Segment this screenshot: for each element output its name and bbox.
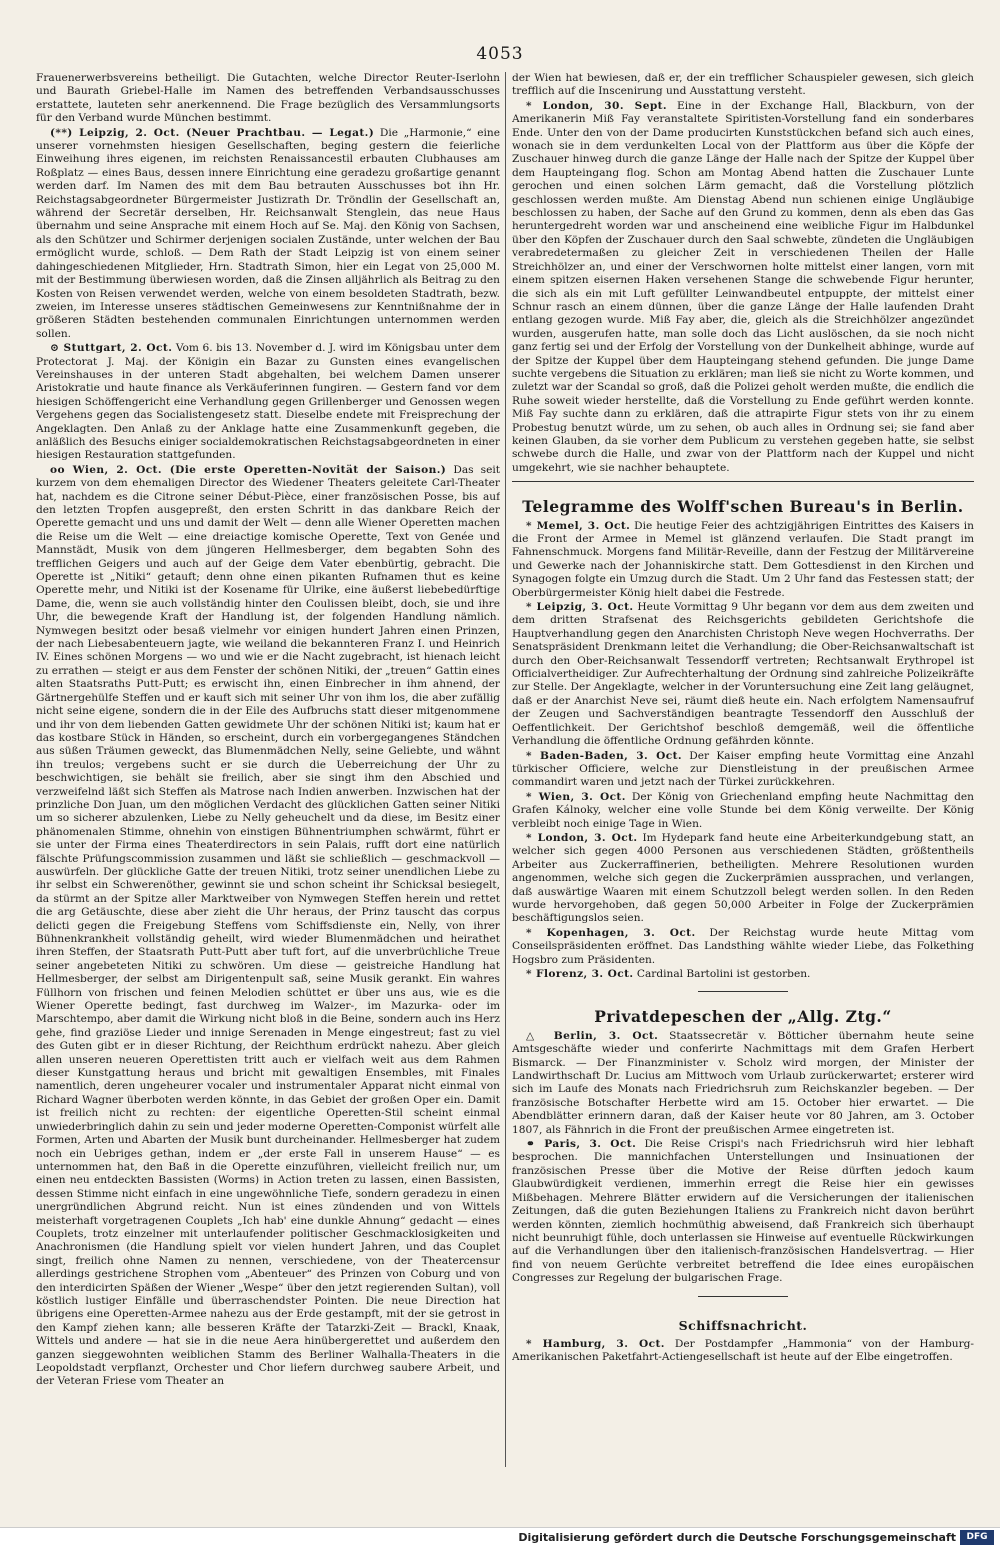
- dateline: * London, 3. Oct.: [526, 831, 638, 844]
- article-text: Der Postdampfer „Hammonia“ von der Hamburg-Amerikanischen Paketfahrt-Actiengesellschaft ist heute auf der Elbe eingetroffen.: [512, 1337, 974, 1364]
- telegram-item: [512, 601, 974, 748]
- right-column: [512, 72, 974, 1492]
- dateline: * Hamburg, 3. Oct.: [526, 1337, 665, 1350]
- article-text: Vom 6. bis 13. November d. J. wird im Königsbau unter dem Protectorat J. Maj. der Königin ein Bazar zu Gunsten eines evangelischen Vereinshauses in der unteren Stadt abgehalten, bei welchem Damen unserer Aristokratie und haute finance als Verkäuferinnen fungiren. — Gestern fand vor dem hiesigen Schöffengericht eine Verhandlung gegen Grillenberger und Genossen wegen Vergehens gegen das Socialistengesetz statt. Dieselbe endete mit Freisprechung der Angeklagten. Den Anlaß zu der Anklage hatte eine Zusammenkunft gegeben, die anläßlich des Besuchs einiger socialdemokratischen Reichstagsabgeordneten in einer hiesigen Restauration stattgefunden.: [36, 342, 500, 462]
- footer-bar: [0, 1527, 1000, 1548]
- article-text: der Wien hat bewiesen, daß er, der ein trefflicher Schauspieler gewesen, sich gleich trefflich auf die Inscenirung und Ausstattung versteht.: [512, 72, 974, 98]
- dateline: * Memel, 3. Oct.: [526, 519, 631, 532]
- dateline: (**) Leipzig, 2. Oct. (Neuer Prachtbau. — Legat.): [50, 126, 375, 139]
- dateline: oo Wien, 2. Oct. (Die erste Operetten-Novität der Saison.): [50, 463, 447, 476]
- article-text: Die Reise Crispi's nach Friedrichsruh wird hier lebhaft besprochen. Die mannichfachen Unterstellungen und Insinuationen der französischen Presse über die Motive der Reise dürften jedoch kaum Glaubwürdigkeit verdienen, immerhin erregt die Reise hier ein gewisses Mißbehagen. Mehrere Blätter erwidern auf die Versicherungen der italienischen Zeitungen, daß die guten Beziehungen Italiens zu Frankreich nicht davon berührt werden könnten, ziemlich hochmüthig abweisend, daß Frankreich sich überhaupt nicht beunruhigt fühle, doch unterlassen sie Hinweise auf eventuelle Rückwirkungen auf die Verhandlungen über den italienisch-französischen Handelsvertrag. — Hier find von neuem Gerüchte verbreitet betreffend die Idee eines europäischen Congresses zur Regelung der bulgarischen Frage.: [512, 1138, 974, 1285]
- article-text: Im Hydepark fand heute eine Arbeiterkundgebung statt, an welcher sich gegen 4000 Personen aus verschiedenen Städten, größtentheils Arbeiter aus Zuckerraffinerien, betheiligten. Mehrere Resolutionen wurden angenommen, welche sich gegen die Zuckerprämien aussprachen, und verlangen, daß auswärtige Waaren mit einem Schutzzoll belegt werden sollen. In den Reden wurde hervorgehoben, daß gegen 50,000 Arbeiter in Folge der Zuckerprämien beschäftigungslos seien.: [512, 831, 974, 925]
- telegram-item: [512, 791, 974, 831]
- telegram-item: [512, 832, 974, 926]
- article-text: Heute Vormittag 9 Uhr begann vor dem aus dem zweiten und dem dritten Strafsenat des Reichsgerichts gebildeten Gerichtshofe die Hauptverhandlung gegen den Anarchisten Christoph Neve wegen Hochverraths. Der Senatspräsident Drenkmann leitet die Verhandlung; die Ober-Reichsanwaltschaft ist durch den Ober-Reichsanwalt Tessendorff vertreten; Rechtsanwalt Erythropel ist Officialvertheidiger. Zur Aufrechterhaltung der Ordnung sind zahlreiche Polizeikräfte zur Stelle. Der Angeklagte, welcher in der Voruntersuchung eine Zeit lang geläugnet, daß er der Anarchist Neve sei, räumt dieß heute ein. Nach erfolgtem Namensaufruf der Zeugen und Sachverständigen beantragte Tessendorff den Ausschluß der Oeffentlichkeit. Der Gerichtshof beschloß demgemäß, weil die öffentliche Verhandlung die öffentliche Ordnung gefährden könnte.: [512, 601, 974, 748]
- article-text: Der Reichstag wurde heute Mittag vom Conseilspräsidenten eröffnet. Das Landsthing wählte wieder Liebe, das Folkething Hogsbro zum Präsidenten.: [512, 926, 974, 966]
- article-text: Die „Harmonie,“ eine unserer vornehmsten hiesigen Gesellschaften, beging gestern die feierliche Einweihung ihres eigenen, im reichsten Renaissancestil erbauten Clubhauses am Roßplatz — eines Baus, dessen innere Einrichtung eine geradezu großartige genannt werden darf. Im Namen des mit dem Bau betrauten Ausschusses bot ihn Hr. Reichstagsabgeordneter Bürgermeister Justizrath Dr. Tröndlin der Gesellschaft an, während der Secretär derselben, Hr. Reichsanwalt Stenglein, das neue Haus übernahm und seine Ansprache mit einem Hoch auf Se. Maj. den König von Sachsen, als den Schützer und Schirmer derjenigen socialen Zustände, unter welchen der Bau ermöglicht wurde, schloß. — Dem Rath der Stadt Leipzig ist von einem seiner dahingeschiedenen Mitglieder, Hrn. Stadtrath Simon, hier ein Legat von 25,000 M. mit der Bestimmung überwiesen worden, daß die Zinsen alljährlich als Beitrag zu den Kosten von Reisen verwendet werden, welche von einem besoldeten Stadtrath, bezw. zweien, im Interesse unseres städtischen Gemeinwesens zur Kenntnißnahme der in größeren Städten bestehenden communalen Einrichtungen unternommen werden sollen.: [36, 126, 500, 340]
- dispatch-item: [512, 1030, 974, 1137]
- column-divider: [505, 72, 506, 1467]
- dateline: ⊙ Stuttgart, 2. Oct.: [50, 342, 173, 355]
- article-text: Eine in der Exchange Hall, Blackburn, von der Amerikanerin Miß Fay veranstaltete Spiritisten-Vorstellung fand ein sonderbares Ende. Unter den von der Dame producirten Kunststückchen befand sich auch eines, wonach sie in dem verdunkelten Local von der Plattform aus über die Köpfe der Zuschauer hinweg durch die ganze Länge der Halle nach der Spitze der Kuppel über dem Haupteingang flog. Schon am Montag Abend hatten die Zuschauer Lunte gerochen und einen solchen Lärm gemacht, daß die Vorstellung plötzlich geschlossen werden mußte. Am Dienstag Abend nun schienen einige Ungläubige beschlossen zu haben, der Sache auf den Grund zu kommen, denn als eben das Gas heruntergedreht worden war und anscheinend eine weibliche Figur im Halbdunkel über den Köpfen der Zuschauer durch den Saal schwebte, zündeten die Ungläubigen verabredetermaßen zu gleicher Zeit in verschiedenen Theilen der Halle Streichhölzer an, und einer der Verschwornen holte mittelst einer langen, vorn mit einem spitzen eisernen Haken versehenen Stange die schwebende Figur herunter, die sich als ein mit Luft gefüllter Leinwandbeutel entpuppte, der mittelst einer Schnur rasch an einem dünnen, über die ganze Länge der Halle laufenden Draht entlang gezogen wurde. Miß Fay aber, die, gleich als die Streichhölzer angezündet wurden, ausgerufen hatte, man solle doch das Licht auslöschen, da sie noch nicht ganz fertig sei und der Erfolg der Vorstellung von der Dunkelheit abhinge, wurde auf der Spitze der Kuppel über dem Haupteingang stehend gefunden. Die junge Dame suchte vergebens die Situation zu erklären; man ließ sie nicht zu Worte kommen, und zuletzt war der Scandal so groß, daß die Polizei geholt werden mußte, die endlich die Ruhe soweit wieder herstellte, daß die Vorstellung zu Ende geführt werden konnte. Miß Fay suchte dann zu erklären, daß die attrapirte Figur stets von ihr zu einem Probestug benutzt würde, um zu sehen, ob auch alles in Ordnung sei; sie fand aber keinen Glauben, da sie vorher dem Publicum zu verstehen gegeben hatte, sie selbst schwebe durch die Halle, und zwar von der Plattform nach der Kuppel und nicht umgekehrt, wie sie nachher behauptete.: [512, 99, 974, 474]
- section-heading-private-dispatches: Privatdepeschen der „Allg. Ztg.“: [594, 1007, 892, 1027]
- article-text: Cardinal Bartolini ist gestorben.: [636, 968, 811, 980]
- left-column: [36, 72, 500, 1492]
- dateline: ⚭ Paris, 3. Oct.: [526, 1138, 637, 1151]
- ship-news-item: [512, 1338, 974, 1365]
- dateline: △ Berlin, 3. Oct.: [526, 1029, 659, 1042]
- article-paragraph: [36, 342, 500, 463]
- article-text: Der Kaiser empfing heute Vormittag eine Anzahl türkischer Officiere, welche zur Dienstleistung in der preußischen Armee commandirt waren und jetzt nach der Türkei zurückkehren.: [512, 749, 974, 789]
- dateline: * Florenz, 3. Oct.: [526, 968, 634, 980]
- dateline: * Wien, 3. Oct.: [526, 790, 626, 803]
- dateline: * Baden-Baden, 3. Oct.: [526, 749, 682, 762]
- section-rule: [698, 1296, 788, 1297]
- article-text: Frauenerwerbsvereins betheiligt. Die Gutachten, welche Director Reuter-Iserlohn und Baurath Griebel-Halle im Namen des betreffenden Verbandsausschusses erstattete, lauteten sehr anerkennend. Die Frage bezüglich des Versammlungsorts für den Verband wurde München bestimmt.: [36, 72, 500, 125]
- telegram-item: [512, 927, 974, 967]
- article-paragraph: [36, 127, 500, 342]
- section-rule: [698, 991, 788, 992]
- dateline: * Leipzig, 3. Oct.: [526, 601, 634, 614]
- article-text: Der König von Griechenland empfing heute Nachmittag den Grafen Kálnoky, welcher eine volle Stunde bei dem König verweilte. Der König verbleibt noch einige Tage in Wien.: [512, 790, 974, 830]
- article-paragraph: [36, 72, 500, 126]
- telegram-item: [512, 520, 974, 600]
- article-text: Die heutige Feier des achtzigjährigen Eintrittes des Kaisers in die Front der Armee in Memel ist glänzend verlaufen. Die Stadt prangt im Fahnenschmuck. Morgens fand Militär-Reveille, dann der Festzug der Militärvereine und Gewerke nach der Johanniskirche statt. Dem Gottesdienst in den Kirchen und Synagogen folgte ein Umzug durch die Stadt. Um 2 Uhr fand das Festessen statt; der Oberbürgermeister König hielt dabei die Festrede.: [512, 519, 974, 599]
- telegram-item: [512, 750, 974, 790]
- footer-credit: Digitalisierung gefördert durch die Deutsche Forschungsgemeinschaft: [518, 1531, 956, 1544]
- article-paragraph: [512, 100, 974, 475]
- section-heading-ship-news: Schiffsnachricht.: [678, 1317, 808, 1333]
- telegram-item: [512, 968, 974, 981]
- dateline: * Kopenhagen, 3. Oct.: [526, 926, 696, 939]
- dispatch-item: [512, 1138, 974, 1285]
- dateline: * London, 30. Sept.: [526, 99, 668, 112]
- dfg-logo[interactable]: DFG: [960, 1530, 994, 1545]
- article-paragraph: [512, 72, 974, 99]
- article-text: Staatssecretär v. Bötticher übernahm heute seine Amtsgeschäfte wieder und conferirte Nachmittags mit dem Grafen Herbert Bismarck. — Der Finanzminister v. Scholz wird morgen, der Minister der Landwirthschaft Dr. Lucius am Mittwoch vom Urlaub zurückerwartet; ersterer wird sich im Laufe des Monats nach Friedrichsruh zum Reichskanzler begeben. — Der französische Botschafter Herbette wird am 15. October hier erwartet. — Die Abendblätter erinnern daran, daß der Kaiser heute vor 80 Jahren, am 3. October 1807, als Fähnrich in die Front der preußischen Armee eingetreten ist.: [512, 1029, 974, 1136]
- section-rule: [512, 481, 974, 482]
- page-number: 4053: [476, 44, 524, 64]
- article-paragraph: [36, 464, 500, 1389]
- section-heading-telegrams: Telegramme des Wolff'schen Bureau's in Berlin.: [522, 497, 964, 517]
- article-text: Das seit kurzem von dem ehemaligen Director des Wiedener Theaters geleitete Carl-Theater hat, nachdem es die Citrone seiner Début-Pièce, einer französischen Posse, bis auf den letzten Tropfen ausgepreßt, den ersten Schritt in das dankbare Reich der Operette gemacht und uns und damit der Welt — denn alle Wiener Operetten machen die Reise um die Welt — eine dreiactige komische Operette, Text von Genée und Mannstädt, Musik von dem jüngeren Hellmesberger, dem begabten Sohn des trefflichen Geigers und auch auf der Geige dem Vater ebenbürtig, gebracht. Die Operette ist „Nitiki“ getauft; denn ohne einen pikanten Rufnamen thut es keine Operette mehr, und Nitiki ist der Kosename für Ulrike, eine äußerst liebebedürftige Dame, die, wenn sie auch vollständig hinter den Coulissen bleibt, doch, sie und ihre Uhr, die bewegende Kraft der Handlung ist, der folgenden Handlung nämlich. Nymwegen besitzt oder besaß vielmehr vor einigen hundert Jahren einen Prinzen, der nach Liebesabenteuern jagte, wie weiland die bekannteren Franz I. und Heinrich IV. Eines schönen Morgens — wo und wie er die Nacht zugebracht, ist hienach leicht zu errathen — steigt er aus dem Fenster der schönen Nitiki, der „treuen“ Gattin eines alten Staatsraths Putt-Putt; es erwischt ihn, einen Einbrecher in ihm ahnend, der Gärtnergehülfe Steffen und er kauft sich mit seiner Uhr von ihm los, die aber zufällig nicht seine eigene, sondern die in der Eile des Aufbruchs statt dieser mitgenommene und ihr von dem liebenden Gatten gewidmete Uhr der schönen Nitiki ist; kaum hat er das kostbare Stück in Händen, so erscheint, durch ein vorbergegangenes Ständchen aus süßen Träumen geweckt, das Blumenmädchen Nelly, seine Geliebte, und wähnt ihn treulos; vergebens sucht er sie durch die Ueberreichung der Uhr zu beschwichtigen, sie behält sie freilich, aber sie singt ihm den Abschied und verzweifelnd läßt sich Steffen als Matrose nach Indien anwerben. Inzwischen hat der prinzliche Don Juan, um den möglichen Verdacht des glücklichen Gatten seiner Nitiki um so sicherer abzulenken, Liebe zu Nelly geheuchelt und da diese, im Besitz einer phänomenalen Stimme, ohnehin von einstigen Bühnentriumphen schwärmt, führt er sie unter der Firma eines Theaterdirectors in sein Palais, rufft dort eine natürlich fälschte Prüfungscommission zusammen und läßt sie schließlich — geschmackvoll — auswürfeln. Der glückliche Gatte der treuen Nitiki, trotz seiner unendlichen Liebe zu ihr selbst ein Schwerenöther, gewinnt sie und schon scheint ihr Schicksal besiegelt, da stürmt an der Spitze aller Marktweiber von Nymwegen Steffen herein und rettet die arg Getäuschte, diese aber zieht die Uhr heraus, der Prinz tauscht das corpus delicti gegen die Freigebung Steffens vom Schiffsdienste ein, Nelly, von ihrer Bühnenkrankheit vollständig geheilt, wird wieder Blumenmädchen und heirathet ihren Steffen, der Staatsrath Putt-Putt aber tuft fort, auf die unverbrüchliche Treue seiner angebeteten Nitiki zu schwören. Um diese — geistreiche Handlung hat Hellmesberger, der selbst am Dirigentenpult saß, seine Musik gerankt. Ein wahres Füllhorn von frischen und feinen Melodien schüttet er über uns aus, wie es die Wiener Operette bedingt, fast durchweg im Walzer-, im Mazurka- oder im Marschtempo, aber damit die Wirkung nicht bloß in die Beine, sondern auch ins Herz gehe, find graziöse Lieder und innige Serenaden in Menge eingestreut; fast zu viel des Guten gibt er in dieser Richtung, der Reichthum erdrückt nahezu. Aber gleich allen unseren neueren Operettisten tritt auch er vielfach weit aus dem Rahmen dieser Kunstgattung heraus und bricht mit gewaltigen Ensembles, mit Finales namentlich, deren ungeheurer vocaler und instrumentaler Apparat nicht einmal von Richard Wagner überboten werden könnte, in das Gebiet der großen Oper ein. Damit ist freilich nicht zu rechten: der eigentliche Operetten-Stil scheint einmal unwiederbringlich dahin zu sein und jeder moderne Operetten-Componist würfelt alle Formen, Arten und Abarten der Musik bunt durcheinander. Hellmesberger hat zudem noch ein Uebriges gethan, indem er „der erste Fall in unserem Hause“ — es unternommen hat, den Baß in die Operette einzuführen, vielleicht freilich nur, um einen neu entdeckten Bassisten (Worms) in Action treten zu lassen, einen Bassisten, dessen Stimme nicht einfach in eine ungewöhnliche Tiefe, sondern geradezu in einen unergründlichen Abgrund reicht. Nun ist eines zündenden und von Wittels meisterhaft vorgetragenen Couplets „Ich hab' eine dunkle Ahnung“ gedacht — eines Couplets, trotz einzelner mit unterlaufender politischer Geschmacklosigkeiten und Anachronismen (die Handlung spielt vor vielen hundert Jahren, und das Couplet singt, freilich ohne Namen zu nennen, verschiedene, von der Theatercensur allerdings gestrichene Strophen vom „Abenteuer“ des Prinzen von Coburg und von den interdicirten Späßen der Wiener „Wespe“ über den jetzt regierenden Sultan), voll köstlich lustiger Einfälle und überraschendster Pointen. Die neue Direction hat übrigens eine Operetten-Armee nahezu aus der Erde gestampft, mit der sie getrost in den Kampf ziehen kann; alle besseren Kräfte der Tatarzki-Zeit — Brackl, Knaak, Wittels und andere — hat sie in die neue Aera hinübergerettet und außerdem den ganzen sieggewohnten weiblichen Stamm des Berliner Walhalla-Theaters in die Leopoldstadt verpflanzt, Orchester und Chor liefern durchweg saubere Arbeit, und der Veteran Friese vom Theater an: [36, 463, 500, 1388]
